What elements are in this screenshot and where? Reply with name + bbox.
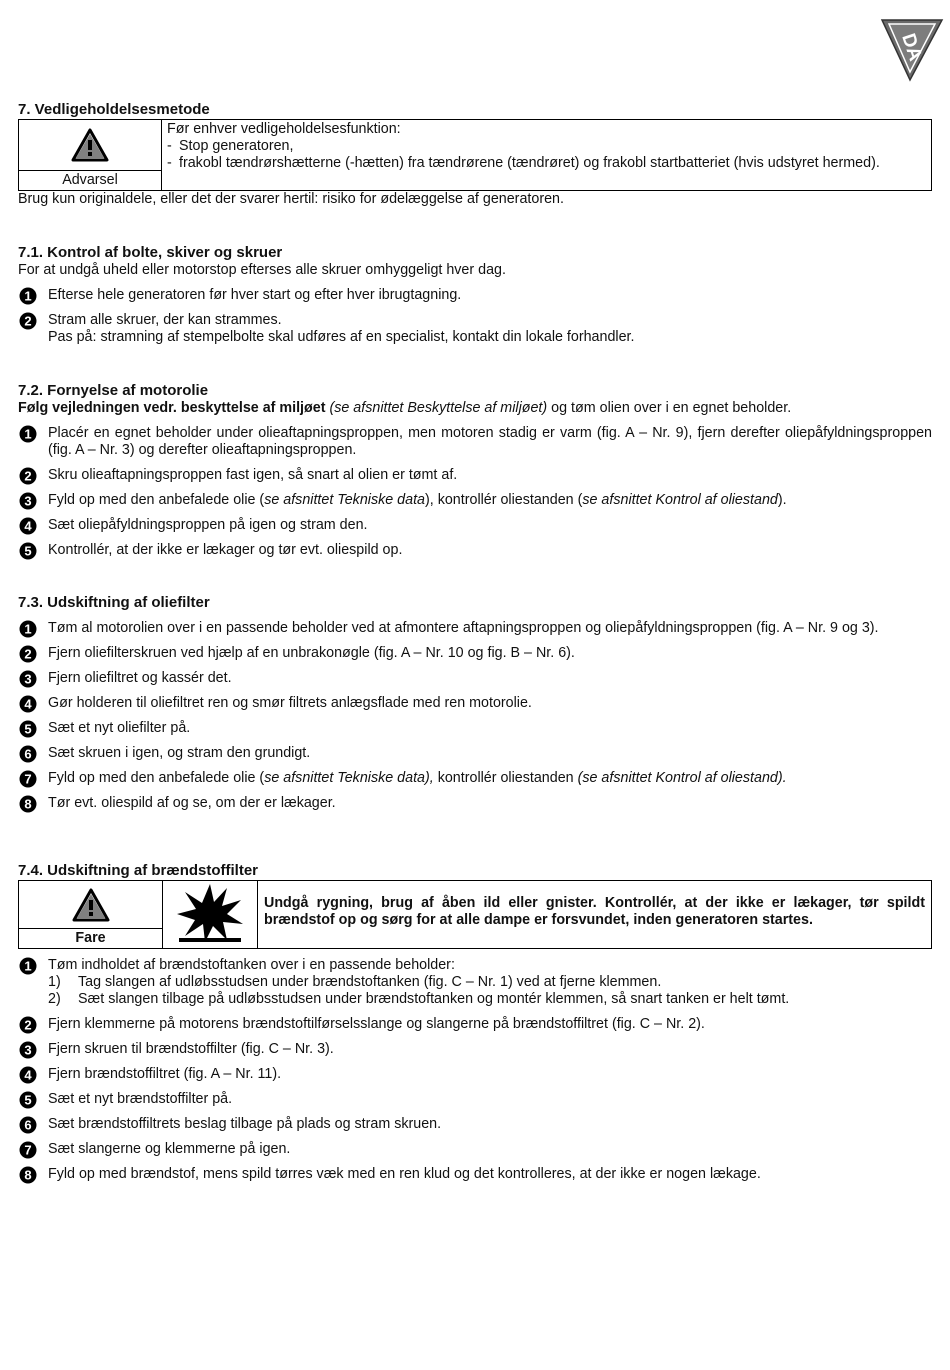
step-number-6-icon [19, 1116, 40, 1133]
step-number-1-icon [19, 287, 40, 304]
section-7-4 [18, 862, 932, 1183]
warning-intro: Før enhver vedligeholdelsesfunktion: [167, 121, 401, 137]
svg-text:5: 5 [24, 1092, 32, 1108]
section-7-3 [18, 594, 932, 812]
step-number-5-icon [19, 720, 40, 737]
danger-label: Fare [19, 928, 162, 948]
section-7-2-title: 7.2. Fornyelse af motorolie [18, 382, 209, 399]
svg-text:4: 4 [24, 696, 32, 712]
svg-text:7: 7 [24, 1142, 32, 1158]
step-number-2-icon [19, 645, 40, 662]
language-tab-label: DA [897, 31, 926, 64]
section-7-4-title: 7.4. Udskiftning af brændstoffilter [18, 862, 259, 879]
step-number-2-icon [19, 1016, 40, 1033]
list-item: 1 Efterse hele generatoren før hver start og efter hver ibrugtagning. [18, 287, 932, 304]
language-tab-da [880, 16, 944, 82]
list-item: 3 Fyld op med den anbefalede olie (se afsnittet Tekniske data), kontrollér oliestanden (se afsnittet Kontrol af oliestand). [18, 492, 932, 509]
list-item: 8 Tør evt. oliespild af og se, om der er lækager. [18, 795, 932, 812]
step-number-6-icon [19, 745, 40, 762]
list-item: 3 Fjern oliefiltret og kassér det. [18, 670, 932, 687]
list-item: 6 Sæt skruen i igen, og stram den grundigt. [18, 745, 932, 762]
step-number-4-icon [19, 1066, 40, 1083]
step-number-5-icon [19, 1091, 40, 1108]
warning-triangle-icon [71, 128, 109, 162]
step-number-4-icon [19, 517, 40, 534]
warning-triangle-icon [72, 888, 110, 922]
warning-icon-cell [19, 120, 162, 191]
list-item: 8 Fyld op med brændstof, mens spild tørres væk med en ren klud og det kontrolleres, at der ikke er nogen lækage. [18, 1166, 932, 1183]
list-item: 2 Skru olieaftapningsproppen fast igen, så snart al olien er tømt af. [18, 467, 932, 484]
svg-text:2: 2 [24, 313, 32, 329]
danger-icon-cell [19, 881, 163, 949]
section-7-1-intro: For at undgå uheld eller motorstop efterses alle skruer omhyggeligt hver dag. [18, 262, 506, 278]
svg-text:2: 2 [24, 646, 32, 662]
svg-text:3: 3 [24, 671, 32, 687]
danger-table [18, 880, 932, 949]
step-number-2-icon [19, 312, 40, 329]
list-item: 1 Placér en egnet beholder under olieaftapningsproppen, men motoren stadig er varm (fig. A – Nr. 9), fjern derefter oliepåfyldningsproppen (fig. A – Nr. 3) og derefter olieaftapningsproppen. [18, 425, 932, 459]
list-item: 7 Sæt slangerne og klemmerne på igen. [18, 1141, 932, 1158]
list-item: 5 Sæt et nyt oliefilter på. [18, 720, 932, 737]
warning-label: Advarsel [19, 170, 161, 190]
list-item: 5 Sæt et nyt brændstoffilter på. [18, 1091, 932, 1108]
warning-item: Stop generatoren, [179, 138, 294, 154]
step-number-2-icon [19, 467, 40, 484]
svg-text:1: 1 [24, 621, 32, 637]
explosion-icon [175, 882, 245, 944]
list-item: 4 Fjern brændstoffiltret (fig. A – Nr. 11). [18, 1066, 932, 1083]
warning-text: Før enhver vedligeholdelsesfunktion: - Stop generatoren, - frakobl tændrørshætterne (-hætten) fra tændrørene (tændrøret) og frakobl startbatteriet (hvis udstyret hermed). [162, 120, 932, 191]
list-item: 1 Tøm al motorolien over i en passende beholder ved at afmontere aftapningsproppen og oliepåfyldningsproppen (fig. A – Nr. 9 og 3). [18, 620, 932, 637]
step-number-8-icon [19, 795, 40, 812]
svg-text:8: 8 [24, 1167, 32, 1183]
section-7-2 [18, 382, 932, 559]
list-item: 7 Fyld op med den anbefalede olie (se afsnittet Tekniske data), kontrollér oliestanden (se afsnittet Kontrol af oliestand). [18, 770, 932, 787]
section-7-note: Brug kun originaldele, eller det der svarer hertil: risiko for ødelæggelse af generatoren. [18, 191, 564, 207]
list-item: 4 Sæt oliepåfyldningsproppen på igen og stram den. [18, 517, 932, 534]
section-7-1 [18, 244, 932, 346]
danger-text: Undgå rygning, brug af åben ild eller gnister. Kontrollér, at der ikke er lækager, tør spildt brændstof op og sørg for at alle dampe er forsvundet, inden generatoren startes. [258, 881, 932, 949]
explosion-icon-cell [163, 881, 258, 949]
svg-text:5: 5 [24, 543, 32, 559]
step-number-4-icon [19, 695, 40, 712]
list-item: 3 Fjern skruen til brændstoffilter (fig. C – Nr. 3). [18, 1041, 932, 1058]
list-item: 2 Fjern oliefilterskruen ved hjælp af en unbrakonøgle (fig. A – Nr. 10 og fig. B – Nr. 6). [18, 645, 932, 662]
svg-text:1: 1 [24, 958, 32, 974]
list-item: 4 Gør holderen til oliefiltret ren og smør filtrets anlægsflade med ren motorolie. [18, 695, 932, 712]
warning-item: frakobl tændrørshætterne (-hætten) fra tændrørene (tændrøret) og frakobl startbatteriet (hvis udstyret hermed). [179, 155, 880, 171]
svg-text:1: 1 [24, 288, 32, 304]
svg-text:1: 1 [24, 426, 32, 442]
sub-list-item: 2) Sæt slangen tilbage på udløbsstudsen under brændstoftanken og montér klemmen, så snart tanken er helt tømt. [48, 991, 790, 1007]
svg-text:3: 3 [24, 493, 32, 509]
section-7-1-title: 7.1. Kontrol af bolte, skiver og skruer [18, 244, 283, 261]
step-number-7-icon [19, 770, 40, 787]
list-item: 2 Fjern klemmerne på motorens brændstoftilførselsslange og slangerne på brændstoffiltret (fig. C – Nr. 2). [18, 1016, 932, 1033]
step-number-3-icon [19, 1041, 40, 1058]
svg-text:6: 6 [24, 746, 32, 762]
svg-text:7: 7 [24, 771, 32, 787]
list-item: 5 Kontrollér, at der ikke er lækager og tør evt. oliespild op. [18, 542, 932, 559]
warning-table [18, 119, 932, 191]
svg-text:2: 2 [24, 1017, 32, 1033]
step-number-3-icon [19, 492, 40, 509]
step-number-1-icon [19, 425, 40, 442]
svg-text:5: 5 [24, 721, 32, 737]
section-7-3-title: 7.3. Udskiftning af oliefilter [18, 594, 210, 611]
svg-text:2: 2 [24, 468, 32, 484]
section-7-2-intro: Følg vejledningen vedr. beskyttelse af miljøet (se afsnittet Beskyttelse af miljøet) og tøm olien over i en egnet beholder. [18, 400, 792, 416]
step-number-7-icon [19, 1141, 40, 1158]
list-item: 1 Tøm indholdet af brændstoftanken over i en passende beholder: 1) Tag slangen af udløbsstudsen under brændstoftanken (fig. C – Nr. 1) ved at fjerne klemmen. 2) Sæt slangen tilbage på udløbsstudsen under brændstoftanken og montér klemmen, så snart tanken er helt tømt. [18, 957, 932, 1008]
section-7-title: 7. Vedligeholdelsesmetode [18, 101, 210, 118]
list-item: 6 Sæt brændstoffiltrets beslag tilbage på plads og stram skruen. [18, 1116, 932, 1133]
svg-text:3: 3 [24, 1042, 32, 1058]
svg-text:4: 4 [24, 518, 32, 534]
svg-text:8: 8 [24, 796, 32, 812]
list-item: 2 Stram alle skruer, der kan strammes. Pas på: stramning af stempelbolte skal udføres af en specialist, kontakt din lokale forhandler. [18, 312, 932, 346]
step-number-3-icon [19, 670, 40, 687]
svg-text:4: 4 [24, 1067, 32, 1083]
step-number-1-icon [19, 620, 40, 637]
step-number-1-icon [19, 957, 40, 974]
svg-text:6: 6 [24, 1117, 32, 1133]
step-number-5-icon [19, 542, 40, 559]
sub-list-item: 1) Tag slangen af udløbsstudsen under brændstoftanken (fig. C – Nr. 1) ved at fjerne klemmen. [48, 974, 662, 990]
step-number-8-icon [19, 1166, 40, 1183]
